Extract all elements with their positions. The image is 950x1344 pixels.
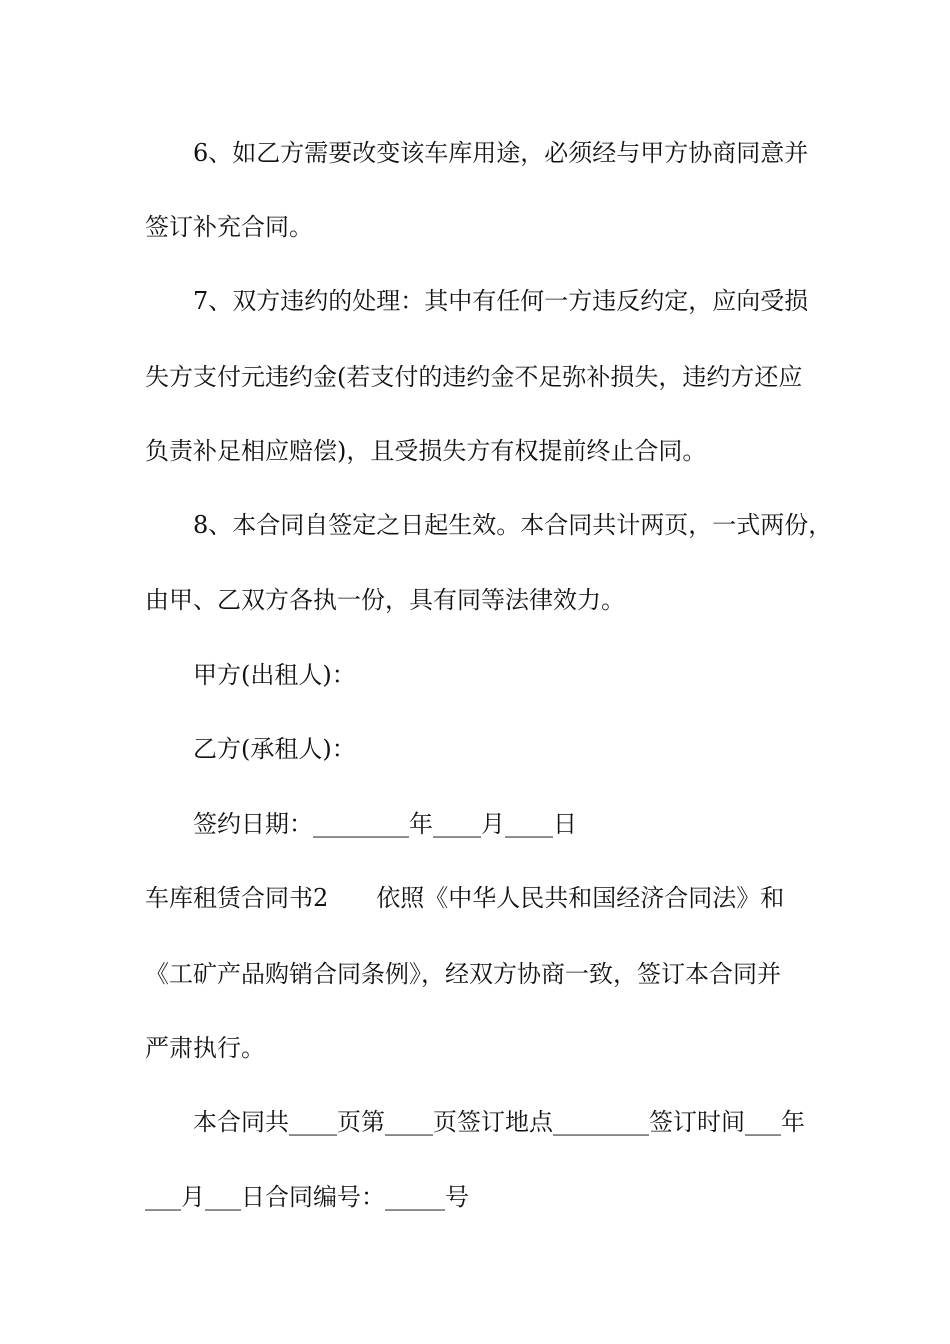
party-b-signature: 乙方(承租人)：	[193, 735, 356, 763]
clause-6-line-1: 6、如乙方需要改变该车库用途，必须经与甲方协商同意并	[193, 139, 809, 167]
contract-2-intro-line-1: 车库租赁合同书2 依照《中华人民共和国经济合同法》和	[145, 884, 785, 912]
clause-6-line-2: 签订补充合同。	[145, 213, 313, 241]
contract-2-intro-line-3: 严肃执行。	[145, 1034, 265, 1062]
contract-2-intro-line-2: 《工矿产品购销合同条例》，经双方协商一致，签订本合同并	[145, 960, 781, 988]
clause-7-line-2: 失方支付元违约金(若支付的违约金不足弥补损失，违约方还应	[145, 363, 803, 391]
party-a-signature: 甲方(出租人)：	[193, 661, 356, 689]
signing-date: 签约日期：________年____月____日	[193, 810, 577, 838]
clause-8-line-1: 8、本合同自签定之日起生效。本合同共计两页，一式两份，	[193, 511, 833, 539]
clause-7-line-3: 负责补足相应赔偿)，且受损失方有权提前终止合同。	[145, 437, 707, 465]
contract-info-line-1: 本合同共____页第____页签订地点________签订时间___年	[193, 1108, 805, 1136]
clause-8-line-2: 由甲、乙双方各执一份，具有同等法律效力。	[145, 586, 625, 614]
contract-info-line-2: ___月___日合同编号：_____号	[145, 1183, 469, 1211]
clause-7-line-1: 7、双方违约的处理：其中有任何一方违反约定，应向受损	[193, 287, 809, 315]
